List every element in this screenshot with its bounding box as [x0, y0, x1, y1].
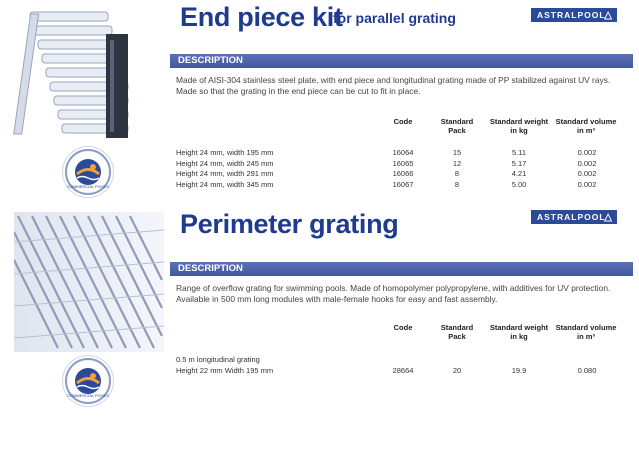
- product2-description-header: DESCRIPTION: [170, 262, 633, 276]
- product1-subtitle: for parallel grating: [333, 10, 456, 26]
- table-row-label: Height 24 mm, width 291 mm: [176, 169, 274, 178]
- product1-header-code: Code: [393, 117, 413, 126]
- table-row-pack: 8: [454, 179, 460, 189]
- table-row-volume: 0.002: [577, 158, 597, 168]
- product2-description: Range of overflow grating for swimming pools. Made of homopolymer polypropylene, with additives for UV protection. Available in 500 mm long modules with male-female hooks for easy and fast assembly.: [176, 283, 611, 304]
- brand-triangle-icon: △: [604, 212, 613, 223]
- table-row-volume: 0.080: [577, 366, 597, 375]
- product2-title: Perimeter grating: [180, 209, 399, 239]
- table-row-weight: 4.21: [511, 169, 527, 178]
- table-row-code: 16067: [392, 179, 414, 189]
- commercial-pools-badge: [62, 355, 114, 407]
- end-piece-kit-image: [12, 4, 142, 144]
- product2-header-code: Code: [393, 323, 413, 332]
- brand-name: ASTRALPOOL: [537, 212, 606, 222]
- table-row-pack: 20: [452, 366, 462, 375]
- brand-name: ASTRALPOOL: [537, 10, 606, 20]
- table-row-weight: 19.9: [511, 366, 527, 375]
- table-row-volume: 0.002: [577, 169, 597, 178]
- product2-header-volume: Standard volume in m³: [555, 323, 617, 341]
- product1-title: End piece kit: [180, 2, 343, 32]
- badge-label: COMMERCIAL POOLS: [67, 184, 109, 189]
- table-row-label: Height 24 mm, width 195 mm: [176, 148, 274, 157]
- table-row-volume: 0.002: [577, 148, 597, 157]
- table-row-label: Height 24 mm, width 345 mm: [176, 179, 274, 189]
- product1-description: Made of AISI-304 stainless steel plate, with end piece and longitudinal grating made of PP stabilized against UV rays. Made so that the grating in the end piece can be cut to fit in place.: [176, 75, 611, 96]
- product1-header-pack: Standard Pack: [440, 117, 474, 135]
- table-row-weight: 5.00: [511, 179, 527, 189]
- table-row-label: 0.5 m longitudinal grating: [176, 355, 260, 364]
- table-row-volume: 0.002: [577, 179, 597, 189]
- table-row-code: 16066: [392, 169, 414, 178]
- table-row-weight: 5.17: [511, 158, 527, 168]
- table-row-code: 28664: [392, 366, 414, 375]
- table-row-code: 16064: [392, 148, 414, 157]
- table-row-label: Height 24 mm, width 245 mm: [176, 158, 274, 168]
- table-row-pack: 8: [454, 169, 460, 178]
- table-row-pack: 12: [452, 158, 462, 168]
- product1-header-weight: Standard weight in kg: [489, 117, 549, 135]
- product2-header-pack: Standard Pack: [440, 323, 474, 341]
- product1-header-volume: Standard volume in m³: [555, 117, 617, 135]
- perimeter-grating-image: [14, 212, 164, 352]
- astralpool-logo: [531, 210, 617, 224]
- astralpool-logo: [531, 8, 617, 22]
- commercial-pools-badge: [62, 146, 114, 198]
- badge-label: COMMERCIAL POOLS: [67, 393, 109, 398]
- product1-description-header: DESCRIPTION: [170, 54, 633, 68]
- table-row-weight: 5.11: [511, 148, 527, 157]
- brand-triangle-icon: △: [604, 10, 613, 21]
- product2-header-weight: Standard weight in kg: [489, 323, 549, 341]
- table-row-code: 16065: [392, 158, 414, 168]
- table-row-label: Height 22 mm Width 195 mm: [176, 366, 274, 375]
- table-row-pack: 15: [452, 148, 462, 157]
